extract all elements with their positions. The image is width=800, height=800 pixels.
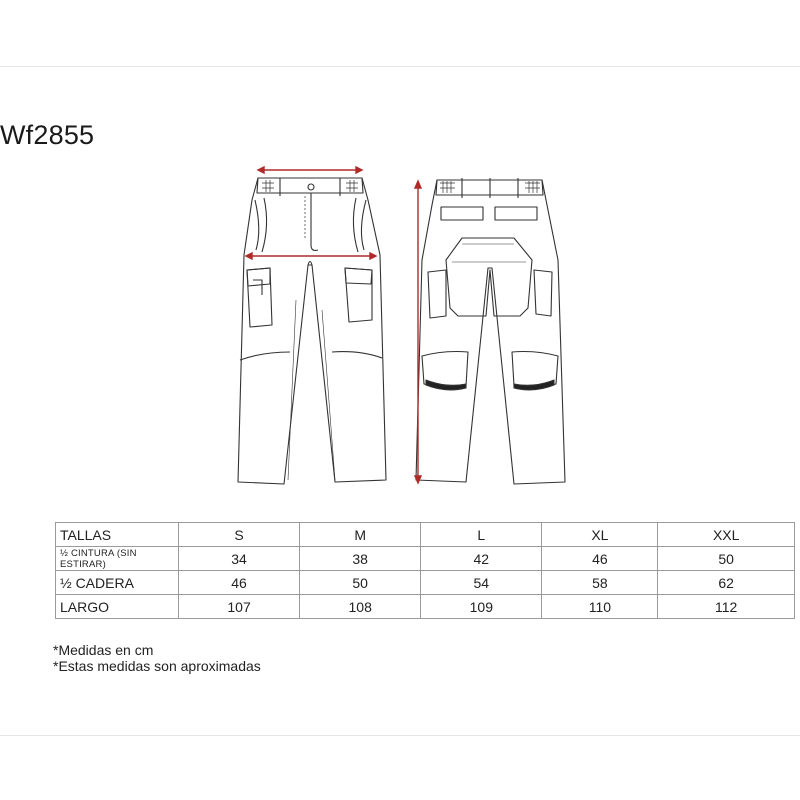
table-header-cell: XXL: [658, 523, 795, 547]
table-cell: 38: [300, 547, 421, 571]
size-table: [55, 522, 795, 619]
table-cell: 108: [300, 595, 421, 619]
table-row: [56, 595, 795, 619]
note-approximate: *Estas medidas son aproximadas: [53, 658, 261, 674]
pants-back-view: [416, 178, 565, 484]
table-header-cell: TALLAS: [56, 523, 179, 547]
note-units: *Medidas en cm: [53, 642, 154, 658]
table-cell: 46: [179, 571, 300, 595]
table-cell: 50: [300, 571, 421, 595]
table-header-row: [56, 523, 795, 547]
table-cell: 46: [542, 547, 658, 571]
table-cell: 112: [658, 595, 795, 619]
table-header-cell: M: [300, 523, 421, 547]
table-header-cell: XL: [542, 523, 658, 547]
waist-measure-line: [258, 167, 362, 173]
table-cell: 54: [421, 571, 542, 595]
table-cell: 34: [179, 547, 300, 571]
table-cell: 109: [421, 595, 542, 619]
table-header-cell: L: [421, 523, 542, 547]
table-cell: 42: [421, 547, 542, 571]
table-cell: 50: [658, 547, 795, 571]
measurement-notes: [53, 642, 261, 674]
table-cell: 58: [542, 571, 658, 595]
row-label: ½ CINTURA (SIN ESTIRAR): [56, 547, 179, 571]
table-header-cell: S: [179, 523, 300, 547]
table-row: [56, 571, 795, 595]
table-row: [56, 547, 795, 571]
pants-front-view: [238, 178, 386, 484]
table-cell: 107: [179, 595, 300, 619]
table-cell: 110: [542, 595, 658, 619]
table-cell: 62: [658, 571, 795, 595]
model-code: Wf2855: [0, 120, 95, 150]
row-label: ½ CADERA: [56, 571, 179, 595]
row-label: LARGO: [56, 595, 179, 619]
